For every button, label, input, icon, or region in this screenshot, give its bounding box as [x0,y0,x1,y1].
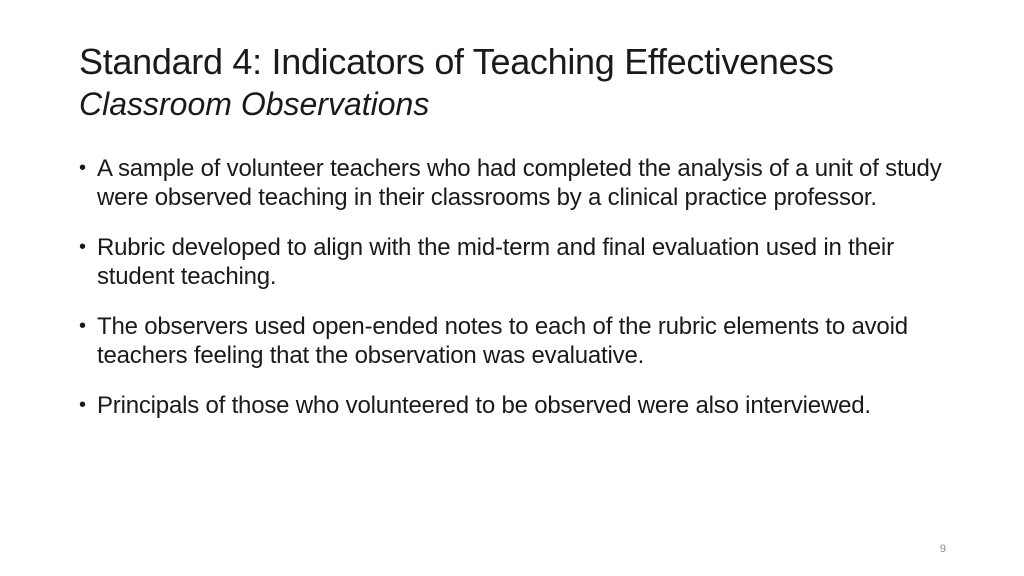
slide-subtitle: Classroom Observations [79,86,430,122]
bullet-item [79,233,959,291]
title-block [79,40,979,124]
bullet-dot-icon: • [79,236,86,258]
bullet-item [79,154,959,212]
slide-title: Standard 4: Indicators of Teaching Effectiveness [79,41,834,82]
bullet-text: A sample of volunteer teachers who had completed the analysis of a unit of study were observed teaching in their classrooms by a clinical practice professor. [97,155,942,211]
bullet-item [79,312,959,370]
page-number: 9 [939,543,946,555]
bullet-list [79,154,959,441]
bullet-text: Principals of those who volunteered to be observed were also interviewed. [97,392,871,419]
bullet-dot-icon: • [79,394,86,416]
bullet-text: Rubric developed to align with the mid-term and final evaluation used in their student teaching. [97,234,894,290]
bullet-dot-icon: • [79,315,86,337]
bullet-item [79,391,959,420]
bullet-text: The observers used open-ended notes to each of the rubric elements to avoid teachers feeling that the observation was evaluative. [97,313,908,369]
bullet-dot-icon: • [79,157,86,179]
